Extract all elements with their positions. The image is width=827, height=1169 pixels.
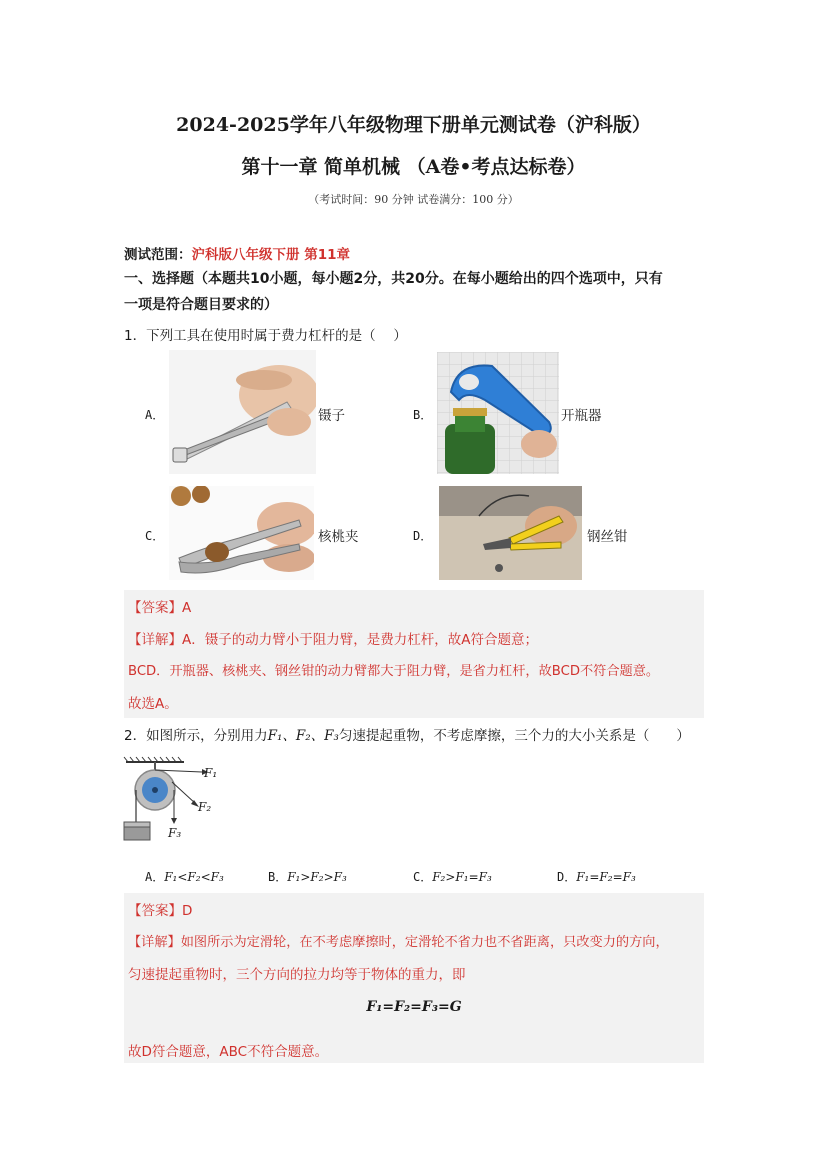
q1-option-c-letter: C．: [145, 529, 165, 543]
q2-option-c-letter: C．: [413, 870, 433, 884]
bottle-opener-image: [437, 352, 559, 474]
q1-detail-line3: 故选A。: [128, 696, 178, 712]
pulley-label-f1: F₁: [204, 766, 218, 780]
q2-option-a-text: F₁<F₂<F₃: [164, 870, 224, 884]
section-heading-line2: 一项是符合题目要求的）: [124, 297, 278, 313]
q1-option-b-letter: B．: [413, 408, 433, 422]
q2-detail-line3: 故D符合题意，ABC不符合题意。: [128, 1044, 329, 1060]
q1-option-b-label: 开瓶器: [561, 408, 602, 424]
q2-detail-line2: 匀速提起重物时，三个方向的拉力均等于物体的重力，即: [128, 967, 466, 983]
exam-info: （考试时间：90 分钟 试卷满分：100 分）: [308, 193, 519, 206]
tweezers-image: [169, 350, 316, 474]
q2-option-d-letter: D．: [557, 870, 577, 884]
q2-option-d: [557, 868, 636, 885]
q1-option-a-label: 镊子: [318, 408, 345, 424]
q2-option-a: [145, 868, 224, 885]
q2-option-d-text: F₁=F₂=F₃: [576, 870, 636, 884]
test-scope: [124, 243, 350, 263]
q1-answer: 【答案】A: [128, 600, 192, 616]
pliers-image: [439, 486, 582, 580]
q1-detail-line2: BCD．开瓶器、核桃夹、钢丝钳的动力臂都大于阻力臂，是省力杠杆，故BCD不符合题意。: [128, 664, 660, 679]
section-heading-line1: 一、选择题（本题共10小题，每小题2分，共20分。在每小题给出的四个选项中，只有: [124, 271, 663, 287]
test-scope-label: 测试范围：: [124, 247, 192, 263]
q1-option-c-label: 核桃夹: [318, 529, 359, 545]
q1-option-a-letter: A．: [145, 408, 165, 422]
fixed-pulley-diagram: [120, 756, 230, 852]
nutcracker-image: [169, 486, 314, 580]
test-scope-value: 沪科版八年级下册 第11章: [191, 247, 350, 263]
q2-option-b-text: F₁>F₂>F₃: [287, 870, 347, 884]
question-2-stem: [124, 724, 690, 744]
q1-detail-line1: 【详解】A．镊子的动力臂小于阻力臂，是费力杠杆，故A符合题意；: [128, 632, 538, 648]
pulley-label-f3: F₃: [168, 826, 182, 840]
q2-option-a-letter: A．: [145, 870, 165, 884]
document-title: 2024-2025学年八年级物理下册单元测试卷（沪科版）: [176, 114, 651, 136]
q1-option-d-letter: D．: [413, 529, 433, 543]
question-1-stem: 1．下列工具在使用时属于费力杠杆的是（ ）: [124, 328, 407, 344]
q1-answer-box: [124, 590, 704, 718]
pulley-label-f2: F₂: [198, 800, 212, 814]
q2-option-b-letter: B．: [268, 870, 288, 884]
q2-formula: F₁=F₂=F₃=G: [366, 999, 462, 1015]
q2-detail-line1: 【详解】如图所示为定滑轮，在不考虑摩擦时，定滑轮不省力也不省距离，只改变力的方向，: [128, 935, 669, 950]
q2-answer: 【答案】D: [128, 903, 193, 919]
chapter-title: 第十一章 简单机械 （A卷•考点达标卷）: [241, 156, 586, 178]
q1-option-d-label: 钢丝钳: [587, 529, 628, 545]
q2-stem-forces: F₁、F₂、F₃: [267, 728, 339, 744]
q2-answer-box: [124, 893, 704, 1063]
q2-stem-suffix: 匀速提起重物，不考虑摩擦，三个力的大小关系是（ ）: [338, 728, 690, 744]
q2-stem-prefix: 2．如图所示，分别用力: [124, 728, 268, 744]
q2-option-b: [268, 868, 347, 885]
q2-option-c: [413, 868, 492, 885]
q2-option-c-text: F₂>F₁=F₃: [432, 870, 492, 884]
